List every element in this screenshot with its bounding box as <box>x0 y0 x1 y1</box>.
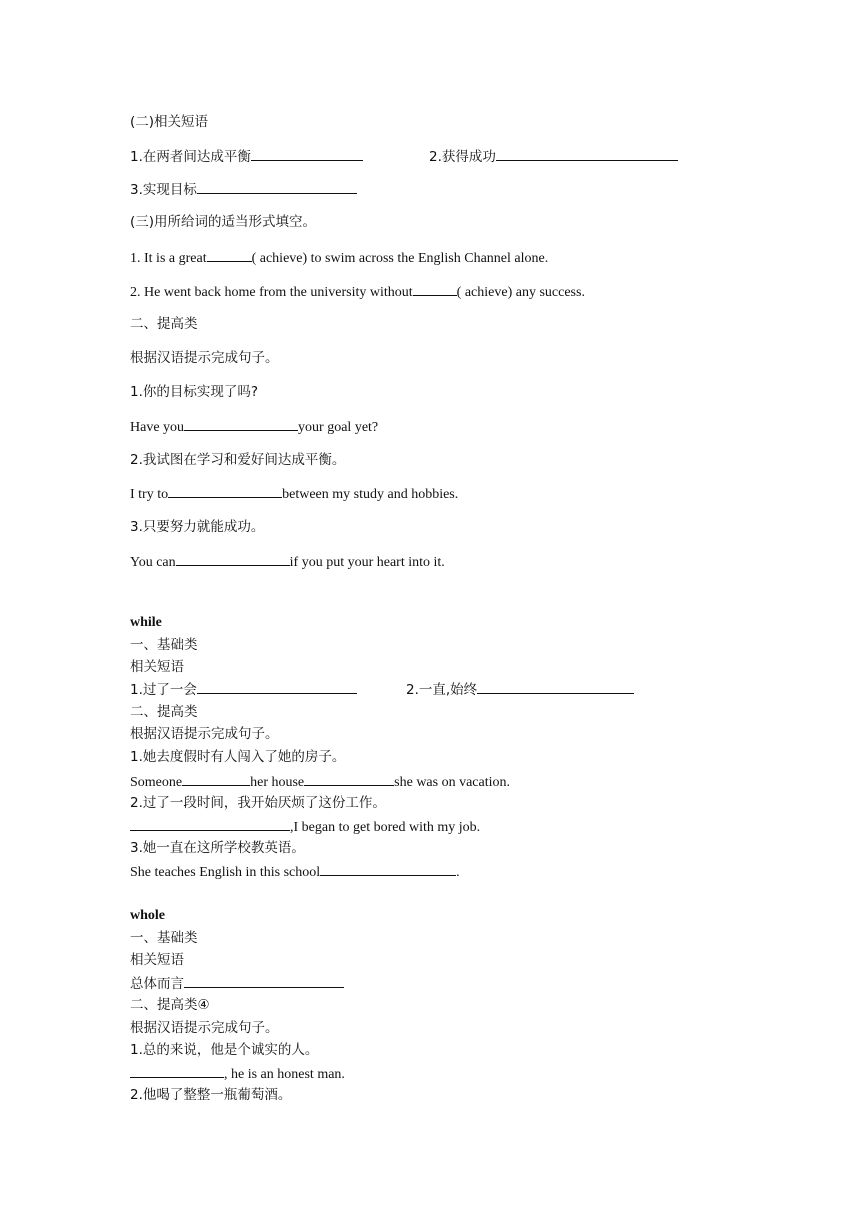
sentence-text: Someone <box>130 775 183 790</box>
answer-blank[interactable] <box>182 771 250 786</box>
answer-blank[interactable] <box>168 483 282 498</box>
word-heading-while: while <box>130 615 162 630</box>
english-sentence-3 <box>130 551 445 573</box>
sub-heading: 相关短语 <box>130 952 184 968</box>
fill-question-1 <box>130 247 548 269</box>
sentence-text: You can <box>130 555 176 570</box>
answer-blank[interactable] <box>184 973 344 988</box>
instruction: 根据汉语提示完成句子。 <box>130 1020 279 1036</box>
chinese-prompt-3: 3.她一直在这所学校教英语。 <box>130 840 305 856</box>
answer-blank[interactable] <box>477 679 634 694</box>
question-text: ( achieve) any success. <box>456 285 585 300</box>
answer-blank[interactable] <box>130 816 290 831</box>
sentence-text: She teaches English in this school <box>130 865 321 880</box>
sentence-text: ,I began to get bored with my job. <box>290 820 481 835</box>
phrase-1-text: 1.在两者间达成平衡 <box>130 149 251 165</box>
answer-blank[interactable] <box>130 1063 224 1078</box>
phrase-item-1 <box>130 679 357 700</box>
phrase-3-text: 3.实现目标 <box>130 182 197 198</box>
answer-blank[interactable] <box>320 861 456 876</box>
sentence-text: between my study and hobbies. <box>282 487 459 502</box>
chinese-prompt-2: 2.他喝了整整一瓶葡萄酒。 <box>130 1087 292 1103</box>
level-heading: 二、提高类 <box>130 316 198 332</box>
question-text: 1. It is a great <box>130 251 207 266</box>
chinese-prompt-1: 1.她去度假时有人闯入了她的房子。 <box>130 749 346 765</box>
phrase-item-1 <box>130 973 344 994</box>
english-sentence-1 <box>130 771 510 793</box>
sentence-text: Have you <box>130 420 185 435</box>
sentence-text: your goal yet? <box>298 420 379 435</box>
instruction: 根据汉语提示完成句子。 <box>130 350 279 366</box>
answer-blank[interactable] <box>413 281 457 296</box>
answer-blank[interactable] <box>496 146 678 161</box>
chinese-prompt-2: 2.过了一段时间，我开始厌烦了这份工作。 <box>130 795 386 811</box>
fill-question-2 <box>130 281 585 303</box>
answer-blank[interactable] <box>251 146 363 161</box>
level-heading: 二、提高类④ <box>130 997 210 1013</box>
chinese-prompt-3: 3.只要努力就能成功。 <box>130 519 265 535</box>
sentence-text: if you put your heart into it. <box>289 555 445 570</box>
english-sentence-1 <box>130 416 378 438</box>
phrase-text: 1.过了一会 <box>130 682 197 698</box>
english-sentence-3 <box>130 861 460 883</box>
english-sentence-1 <box>130 1063 345 1085</box>
sentence-text: , he is an honest man. <box>224 1067 345 1082</box>
section-heading-phrases: (二)相关短语 <box>130 114 209 130</box>
phrase-text: 2.一直,始终 <box>406 682 478 698</box>
phrase-item-2 <box>406 679 634 700</box>
level-heading: 一、基础类 <box>130 930 198 946</box>
english-sentence-2 <box>130 816 480 838</box>
phrase-item-2 <box>429 146 678 167</box>
word-heading-whole: whole <box>130 908 165 923</box>
sub-heading: 相关短语 <box>130 659 184 675</box>
answer-blank[interactable] <box>176 551 290 566</box>
sentence-text: her house <box>250 775 305 790</box>
answer-blank[interactable] <box>197 679 357 694</box>
question-text: ( achieve) to swim across the English Channel alone. <box>251 251 549 266</box>
chinese-prompt-2: 2.我试图在学习和爱好间达成平衡。 <box>130 452 346 468</box>
phrase-item-1 <box>130 146 363 167</box>
english-sentence-2 <box>130 483 458 505</box>
answer-blank[interactable] <box>184 416 298 431</box>
answer-blank[interactable] <box>197 179 357 194</box>
level-heading: 一、基础类 <box>130 637 198 653</box>
phrase-2-text: 2.获得成功 <box>429 149 496 165</box>
answer-blank[interactable] <box>304 771 394 786</box>
phrase-text: 总体而言 <box>130 976 184 992</box>
sentence-text: . <box>456 865 460 880</box>
level-heading: 二、提高类 <box>130 704 198 720</box>
phrase-item-3 <box>130 179 357 200</box>
answer-blank[interactable] <box>207 247 252 262</box>
sentence-text: she was on vacation. <box>394 775 511 790</box>
chinese-prompt-1: 1.你的目标实现了吗? <box>130 384 259 400</box>
sentence-text: I try to <box>130 487 169 502</box>
question-text: 2. He went back home from the university without <box>130 285 413 300</box>
section-heading-fill: (三)用所给词的适当形式填空。 <box>130 214 317 230</box>
instruction: 根据汉语提示完成句子。 <box>130 726 279 742</box>
chinese-prompt-1: 1.总的来说，他是个诚实的人。 <box>130 1042 319 1058</box>
